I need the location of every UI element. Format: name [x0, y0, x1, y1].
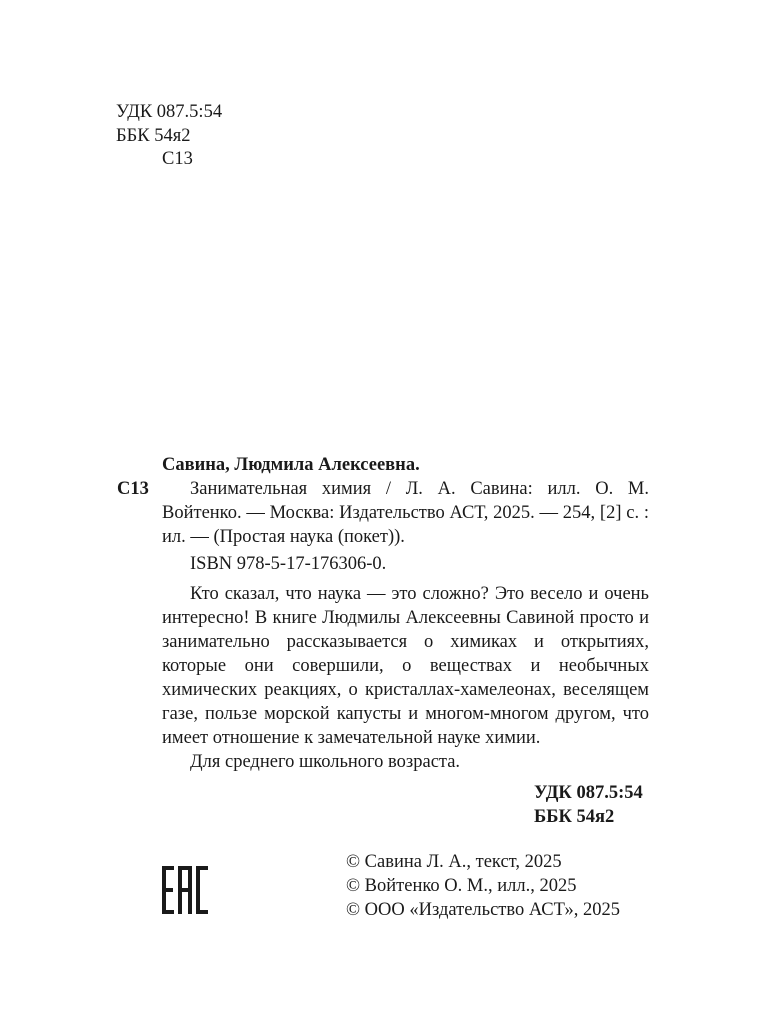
top-udk-code: УДК 087.5:54	[116, 102, 223, 122]
author-heading: Савина, Людмила Алексеевна.	[162, 455, 420, 475]
copyright-line: © ООО «Издательство АСТ», 2025	[346, 900, 620, 920]
bibliographic-entry	[117, 453, 649, 774]
copyright-line: © Савина Л. А., текст, 2025	[346, 852, 562, 872]
bottom-udk-code: УДК 087.5:54	[534, 783, 643, 803]
copyright-block	[346, 850, 620, 922]
top-author-mark: С13	[162, 149, 193, 169]
description-block	[117, 477, 649, 549]
top-classification-codes	[116, 101, 316, 172]
annotation: Кто сказал, что наука — это сложно? Это весело и очень интересно! В книге Людмилы Алексеевны Савиной просто и занимательно рассказывается о химиках и открытиях, которые они совершили, о веществах и необычных химических реакциях, о кристаллах-хамелеонах, веселящем газе, пользе морской капусты и многом-многом другом, что имеет отношение к замечательной науке химии.	[162, 584, 649, 748]
copyright-line: © Войтенко О. М., илл., 2025	[346, 876, 577, 896]
bottom-classification-codes	[534, 781, 643, 829]
eac-conformity-icon	[162, 866, 208, 914]
author-mark: С13	[117, 479, 149, 499]
bottom-bbk-code: ББК 54я2	[534, 807, 615, 827]
bibliographic-description: Занимательная химия / Л. А. Савина: илл. О. М. Войтенко. — Москва: Издательство АСТ, 2025. — 254, [2] с. : ил. — (Простая наука (покет)).	[162, 479, 649, 547]
isbn: ISBN 978-5-17-176306-0.	[190, 554, 387, 574]
audience-note: Для среднего школьного возраста.	[190, 752, 461, 772]
top-bbk-code: ББК 54я2	[116, 125, 191, 146]
